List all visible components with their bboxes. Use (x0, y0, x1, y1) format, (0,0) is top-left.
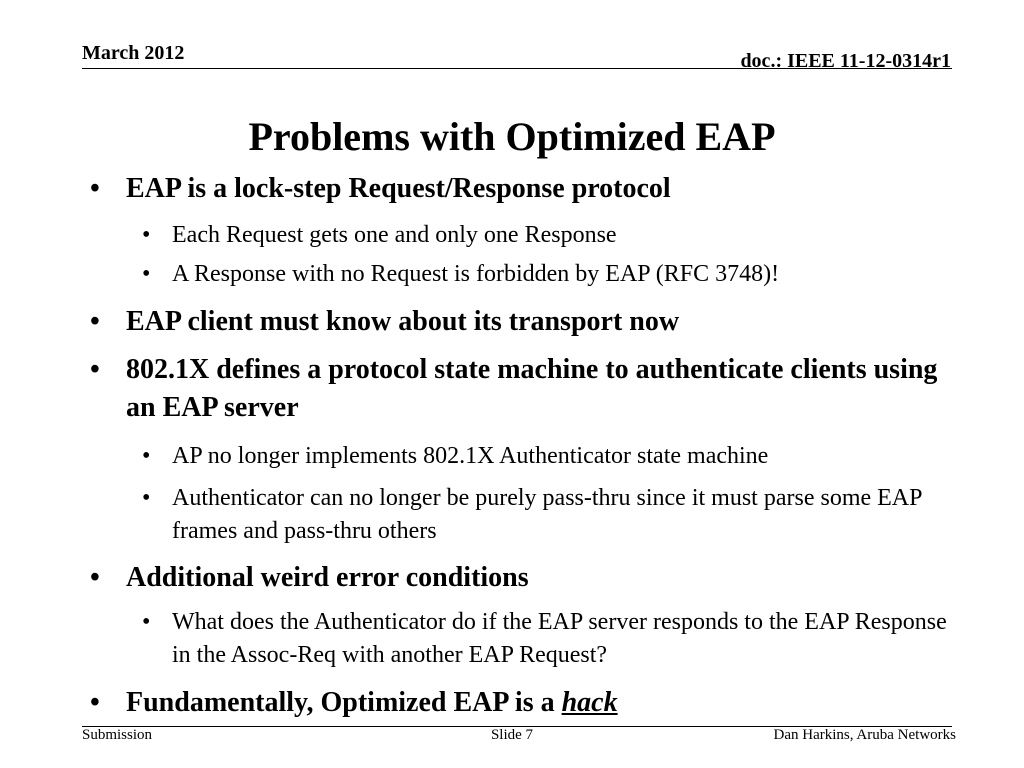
sub-bullet-item (142, 606, 952, 672)
sub-bullet-item (142, 440, 952, 473)
footer-author: Dan Harkins, Aruba Networks (773, 727, 956, 743)
footer-slide-number: Slide 7 (490, 727, 534, 743)
sub-bullet-item (142, 482, 952, 548)
bullet-text: EAP is a lock-step Request/Response protocol (126, 173, 671, 204)
footer-submission: Submission (82, 727, 153, 743)
bullet-dot: • (90, 562, 100, 593)
sub-bullet-text: A Response with no Request is forbidden by EAP (RFC 3748)! (172, 261, 780, 287)
sub-bullet-text: What does the Authenticator do if the EAP server responds to the EAP Response in the Assoc-Req with another EAP Request? (172, 609, 947, 668)
header-doc-id: doc.: IEEE 11-12-0314r1 (740, 50, 951, 72)
bullet-dot: • (90, 173, 100, 204)
bullet-dot: • (142, 443, 151, 469)
bullet-item (90, 351, 956, 427)
bullet-item (90, 559, 956, 597)
bullet-dot: • (90, 687, 100, 718)
bullet-dot: • (90, 306, 100, 337)
slide-title: Problems with Optimized EAP (248, 114, 776, 159)
bullet-item (90, 170, 956, 208)
sub-bullet-item (142, 258, 952, 291)
bullet-dot: • (90, 354, 100, 385)
bullet-item (90, 684, 956, 722)
bullet-dot: • (142, 261, 151, 287)
bullet-text: EAP client must know about its transport now (126, 306, 680, 337)
emphasis-hack: hack (561, 687, 618, 718)
bullet-text: Additional weird error conditions (126, 562, 529, 593)
bullet-text: Fundamentally, Optimized EAP is a (126, 687, 562, 718)
sub-bullet-text: AP no longer implements 802.1X Authenticator state machine (172, 443, 769, 469)
bullet-item (90, 303, 956, 341)
sub-bullet-item (142, 219, 952, 252)
sub-bullet-text: Authenticator can no longer be purely pass-thru since it must parse some EAP frames and pass-thru others (172, 485, 922, 544)
bullet-text: 802.1X defines a protocol state machine to authenticate clients using an EAP server (126, 354, 938, 423)
bullet-dot: • (142, 222, 151, 248)
sub-bullet-text: Each Request gets one and only one Response (172, 222, 617, 248)
bullet-dot: • (142, 485, 151, 511)
header-date: March 2012 (82, 42, 185, 64)
header-divider (82, 68, 952, 69)
bullet-dot: • (142, 609, 151, 635)
